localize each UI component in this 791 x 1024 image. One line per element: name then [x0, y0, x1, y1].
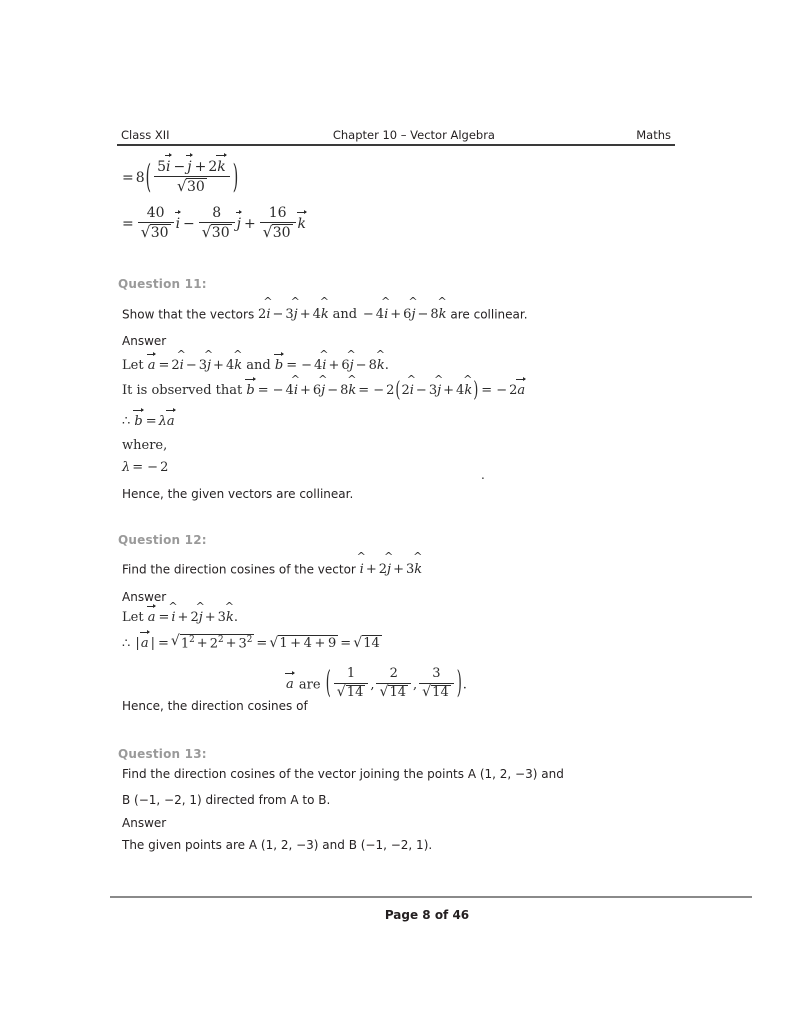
stray-dot-mark: .: [481, 468, 485, 482]
question-11-solution-line-3: ∴ b = λa: [122, 414, 175, 429]
question-12-prompt: [122, 560, 682, 580]
question-11-answer-label: Answer: [122, 334, 167, 348]
header-subject-label: Maths: [636, 128, 671, 142]
question-13-heading: Question 13:: [118, 747, 207, 761]
question-11-solution-line-1: Let a = 2i ^ − 3j ^ + 4k ^ and b = − 4i ^ + 6j ^ − 8k ^.: [122, 358, 389, 373]
question-11-conclusion: Hence, the given vectors are collinear.: [122, 487, 354, 501]
question-11-prompt-before: Show that the vectors: [122, 307, 255, 322]
question-12-conclusion: Hence, the direction cosines of: [122, 699, 308, 713]
question-11-prompt-middle: and: [332, 307, 358, 322]
question-13-answer-label: Answer: [122, 816, 167, 830]
equation-line-1: = 8( 5i − j + 2k √ 30 ): [120, 160, 239, 196]
equation-line-2: = 40 √ 30 i − 8 √ 30 j + 16 √ 30 k: [120, 206, 307, 242]
question-12-heading: Question 12:: [118, 533, 207, 547]
header-row: [117, 128, 675, 144]
question-12-direction-cosines-expression: a are ( 1 √ 14 , 2 √ 14 , 3 √ 14 ).: [286, 668, 467, 702]
question-11-prompt: [122, 305, 682, 325]
question-11-math-vector-a: 2i ^ − 3j ^ + 4k ^: [258, 305, 329, 325]
question-11-line2-lead: It is observed that: [122, 383, 243, 398]
question-12-solution-line-2: ∴ |a | = √ $1^2 + 2^2 + 3^2$ = √ 1 + 4 + 9 = √ 14: [122, 634, 382, 651]
header-chapter-title: Chapter 10 – Vector Algebra: [332, 128, 495, 142]
question-12-answer-label: Answer: [122, 590, 167, 604]
header-class-label: Class XII: [121, 128, 170, 142]
page-footer: [110, 896, 752, 922]
question-13-prompt-line-1: Find the direction cosines of the vector joining the points A (1, 2, −3) and: [122, 767, 564, 781]
question-11-math-vector-b: − 4i ^ + 6j ^ − 8k ^: [361, 305, 447, 325]
question-11-prompt-after: are collinear.: [450, 307, 528, 322]
question-11-lambda-value: λ = − 2: [122, 460, 169, 475]
question-13-solution-line-1: The given points are A (1, 2, −3) and B (−1, −2, 1).: [122, 838, 433, 852]
question-12-are-word: are: [298, 677, 321, 693]
question-12-prompt-before: Find the direction cosines of the vector: [122, 562, 356, 577]
question-11-where-label: where,: [122, 438, 168, 453]
question-12-solution-line-1: Let a = i ^ + 2j ^ + 3k ^.: [122, 610, 238, 625]
question-13-prompt-line-2: B (−1, −2, 1) directed from A to B.: [122, 793, 331, 807]
page-header: [117, 128, 675, 146]
question-12-math-vector: i ^ + 2j ^ + 3k ^: [360, 560, 422, 580]
page-number-label: Page 8 of 46: [384, 908, 470, 922]
question-11-heading: Question 11:: [118, 277, 207, 291]
header-divider: [117, 144, 675, 146]
footer-divider: [110, 896, 752, 898]
question-11-solution-line-2: It is observed that b = − 4i ^ + 6j ^ − 8k ^ = − 2(2i ^ − 3j ^ + 4k ^) = − 2a: [122, 383, 526, 398]
